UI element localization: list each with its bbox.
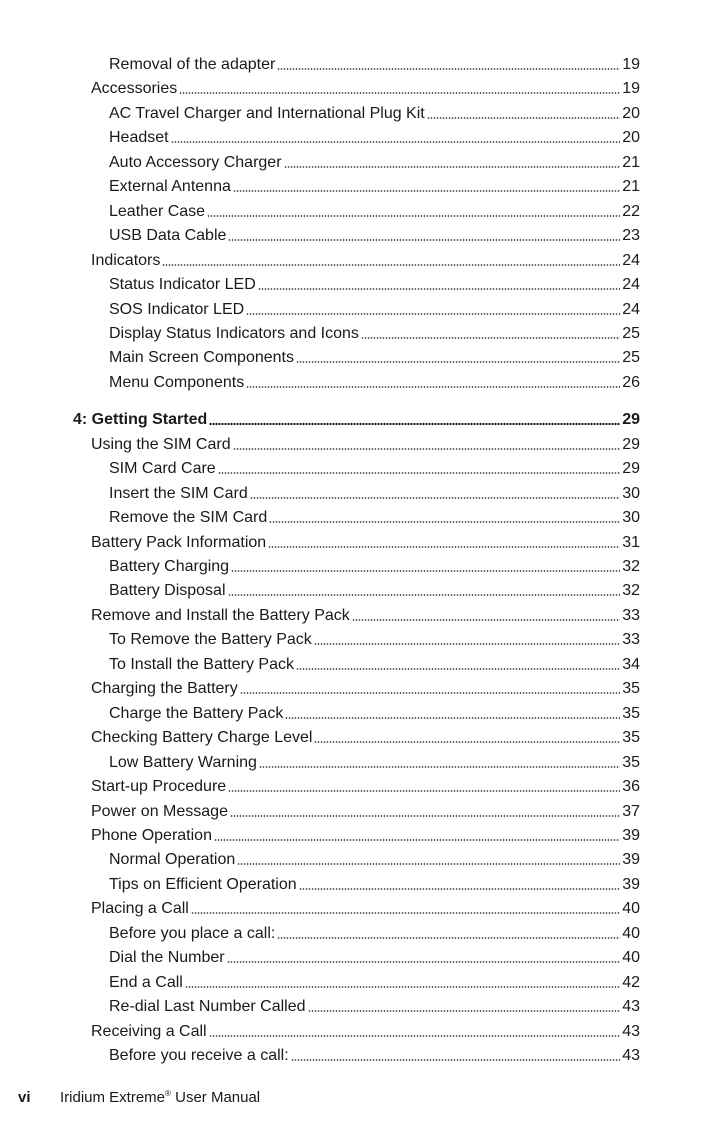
toc-entry-page: 42: [622, 973, 640, 991]
dot-leader: [227, 960, 621, 964]
dot-leader: [246, 385, 620, 389]
toc-entry-page: 39: [622, 875, 640, 893]
dot-leader: [308, 1009, 621, 1013]
dot-leader: [285, 716, 620, 720]
toc-entry[interactable]: [109, 970, 640, 992]
toc-entry-title: Remove and Install the Battery Pack: [91, 606, 350, 624]
toc-entry-page: 20: [622, 104, 640, 122]
toc-entry-page: 35: [622, 753, 640, 771]
toc-entry[interactable]: [109, 554, 640, 576]
dot-leader: [228, 238, 620, 242]
dot-leader: [296, 360, 620, 364]
toc-entry-title: Remove the SIM Card: [109, 509, 268, 527]
toc-entry-page: 24: [622, 276, 640, 294]
toc-entry-title: Using the SIM Card: [91, 435, 231, 453]
toc-entry-page: 24: [622, 300, 640, 318]
dot-leader: [237, 862, 620, 866]
dot-leader: [246, 312, 620, 316]
toc-entry-page: 22: [622, 202, 640, 220]
toc-entry-title: AC Travel Charger and International Plug Kit: [109, 104, 425, 122]
dot-leader: [268, 545, 620, 549]
toc-entry-title: Insert the SIM Card: [109, 484, 248, 502]
toc-entry-title: Placing a Call: [91, 900, 189, 918]
toc-entry-page: 40: [622, 900, 640, 918]
toc-entry-page: 39: [622, 851, 640, 869]
toc-entry-title: Tips on Efficient Operation: [109, 875, 297, 893]
dot-leader: [259, 765, 620, 769]
toc-entry-title: Headset: [109, 129, 169, 147]
toc-chapter-entry[interactable]: [73, 407, 640, 429]
toc-entry[interactable]: [91, 725, 640, 747]
toc-entry-page: 35: [622, 729, 640, 747]
toc-entry-page: 24: [622, 251, 640, 269]
toc-entry[interactable]: [109, 627, 640, 649]
toc-entry-title: Indicators: [91, 251, 161, 269]
toc-entry-title: Status Indicator LED: [109, 276, 256, 294]
toc-entry-page: 29: [622, 460, 640, 478]
toc-entry-title: 4: Getting Started: [73, 411, 208, 429]
toc-entry[interactable]: [109, 52, 640, 74]
toc-entry-page: 37: [622, 802, 640, 820]
toc-entry-page: 35: [622, 680, 640, 698]
dot-leader: [277, 936, 620, 940]
dot-leader: [314, 740, 620, 744]
toc-entry[interactable]: [109, 945, 640, 967]
toc-entry-title: Phone Operation: [91, 826, 212, 844]
toc-entry[interactable]: [109, 701, 640, 723]
toc-entry[interactable]: [109, 199, 640, 221]
toc-entry-title: Charging the Battery: [91, 680, 238, 698]
toc-entry-page: 43: [622, 1022, 640, 1040]
toc-entry-title: External Antenna: [109, 178, 231, 196]
toc-entry-title: Menu Components: [109, 373, 245, 391]
toc-entry-page: 32: [622, 558, 640, 575]
toc-entry[interactable]: [109, 505, 640, 527]
toc-entry-page: 29: [622, 411, 640, 429]
dot-leader: [277, 67, 620, 71]
toc-entry[interactable]: [109, 345, 640, 367]
toc-entry-page: 21: [622, 153, 640, 171]
dot-leader: [284, 165, 621, 169]
toc-entry[interactable]: [109, 652, 640, 674]
toc-entry[interactable]: [91, 76, 640, 98]
toc-entry-title: Before you receive a call:: [109, 1047, 289, 1064]
toc-entry-page: 19: [622, 56, 640, 73]
toc-entry-page: 23: [622, 227, 640, 245]
toc-entry-page: 40: [622, 924, 640, 942]
toc-entry-title: Main Screen Components: [109, 349, 294, 367]
toc-entry-title: To Install the Battery Pack: [109, 655, 294, 673]
toc-entry[interactable]: [91, 896, 640, 918]
toc-entry[interactable]: [109, 872, 640, 894]
toc-entry[interactable]: [109, 750, 640, 772]
toc-entry-title: Before you place a call:: [109, 924, 276, 942]
toc-entry[interactable]: [91, 676, 640, 698]
toc-entry-title: End a Call: [109, 973, 183, 991]
toc-entry-page: 36: [622, 778, 640, 796]
toc-entry-page: 25: [622, 349, 640, 367]
toc-entry-page: 35: [622, 704, 640, 722]
dot-leader: [171, 140, 621, 144]
toc-entry-title: Charge the Battery Pack: [109, 704, 284, 722]
toc-entry-title: SOS Indicator LED: [109, 300, 245, 318]
toc-entry[interactable]: [109, 101, 640, 123]
toc-entry-page: 30: [622, 509, 640, 527]
toc-entry-page: 34: [622, 655, 640, 673]
toc-entry[interactable]: [109, 272, 640, 294]
toc-entry-page: 32: [622, 582, 640, 600]
toc-entry[interactable]: [109, 921, 640, 943]
toc-entry-page: 39: [622, 826, 640, 844]
dot-leader: [258, 287, 620, 291]
toc-entry[interactable]: [91, 799, 640, 821]
dot-leader: [207, 214, 620, 218]
toc-entry-page: 25: [622, 324, 640, 342]
dot-leader: [240, 691, 620, 695]
toc-entry-title: Start-up Procedure: [91, 778, 227, 796]
toc-entry[interactable]: [109, 297, 640, 319]
toc-entry-page: 43: [622, 1047, 640, 1064]
toc-entry-title: Normal Operation: [109, 851, 236, 869]
toc-entry[interactable]: [91, 432, 640, 454]
toc-entry[interactable]: [109, 847, 640, 869]
manual-title: Iridium Extreme: [60, 1089, 166, 1106]
dot-leader: [179, 91, 620, 95]
dot-leader: [218, 471, 621, 475]
toc-entry-page: 33: [622, 631, 640, 649]
toc-entry-page: 31: [622, 533, 640, 551]
dot-leader: [231, 569, 620, 573]
toc-entry-page: 33: [622, 606, 640, 624]
toc-entry-title: Checking Battery Charge Level: [91, 729, 313, 747]
toc-entry-title: Accessories: [91, 80, 178, 98]
toc-entry-title: Leather Case: [109, 202, 206, 220]
dot-leader: [228, 593, 621, 597]
toc-entry-title: Battery Charging: [109, 558, 230, 575]
page-footer: [18, 1089, 260, 1106]
toc-entry-page: 19: [622, 80, 640, 98]
toc-entry-title: Battery Disposal: [109, 582, 226, 600]
toc-entry-page: 26: [622, 373, 640, 391]
toc-entry[interactable]: [91, 774, 640, 796]
dot-leader: [233, 447, 621, 451]
toc-entry[interactable]: [109, 125, 640, 147]
toc-entry[interactable]: [109, 321, 640, 343]
toc-entry[interactable]: [109, 370, 640, 392]
toc-entry-title: Battery Pack Information: [91, 533, 267, 551]
toc-entry[interactable]: [91, 603, 640, 625]
toc-entry[interactable]: [109, 174, 640, 196]
toc-entry[interactable]: [109, 150, 640, 172]
toc-entry[interactable]: [109, 223, 640, 245]
toc-entry-page: 29: [622, 435, 640, 453]
dot-leader: [162, 263, 620, 267]
dot-leader: [291, 1058, 621, 1062]
toc-entry[interactable]: [91, 248, 640, 270]
toc-entry-title: Low Battery Warning: [109, 753, 257, 771]
toc-entry[interactable]: [91, 530, 640, 552]
page-number: vi: [18, 1089, 31, 1106]
toc-entry[interactable]: [109, 578, 640, 600]
dot-leader: [228, 789, 620, 793]
toc-entry[interactable]: [109, 456, 640, 478]
toc-entry-page: 21: [622, 178, 640, 196]
toc-entry-title: To Remove the Battery Pack: [109, 631, 312, 649]
dot-leader: [296, 667, 620, 671]
dot-leader: [185, 985, 620, 989]
dot-leader: [361, 336, 620, 340]
toc-entry-title: Removal of the adapter: [109, 56, 276, 73]
toc-entry-page: 30: [622, 484, 640, 502]
toc-entry[interactable]: [91, 1019, 640, 1041]
toc-entry-title: SIM Card Care: [109, 460, 216, 478]
toc-entry[interactable]: [91, 823, 640, 845]
dot-leader: [191, 911, 620, 915]
toc-entry-title: Auto Accessory Charger: [109, 153, 282, 171]
toc-entry-title: Display Status Indicators and Icons: [109, 324, 359, 342]
dot-leader: [314, 642, 620, 646]
dot-leader: [427, 116, 620, 120]
toc-entry[interactable]: [109, 1043, 640, 1065]
dot-leader: [299, 887, 621, 891]
toc-entry-title: USB Data Cable: [109, 227, 227, 245]
dot-leader: [233, 189, 620, 193]
manual-title-suffix: User Manual: [170, 1089, 261, 1106]
dot-leader: [214, 838, 620, 842]
dot-leader: [352, 618, 620, 622]
toc-entry-title: Dial the Number: [109, 949, 225, 967]
toc-entry[interactable]: [109, 481, 640, 503]
trademark-symbol: ®: [165, 1089, 171, 1098]
toc-entry-page: 43: [622, 998, 640, 1016]
dot-leader: [209, 422, 620, 426]
dot-leader: [250, 496, 620, 500]
toc-entry-title: Receiving a Call: [91, 1022, 207, 1040]
toc-entry-page: 40: [622, 949, 640, 967]
toc-entry-title: Re-dial Last Number Called: [109, 998, 306, 1016]
dot-leader: [209, 1034, 621, 1038]
dot-leader: [269, 520, 620, 524]
toc-entry-page: 20: [622, 129, 640, 147]
toc-entry[interactable]: [109, 994, 640, 1016]
dot-leader: [230, 814, 620, 818]
toc-entry-title: Power on Message: [91, 802, 228, 820]
